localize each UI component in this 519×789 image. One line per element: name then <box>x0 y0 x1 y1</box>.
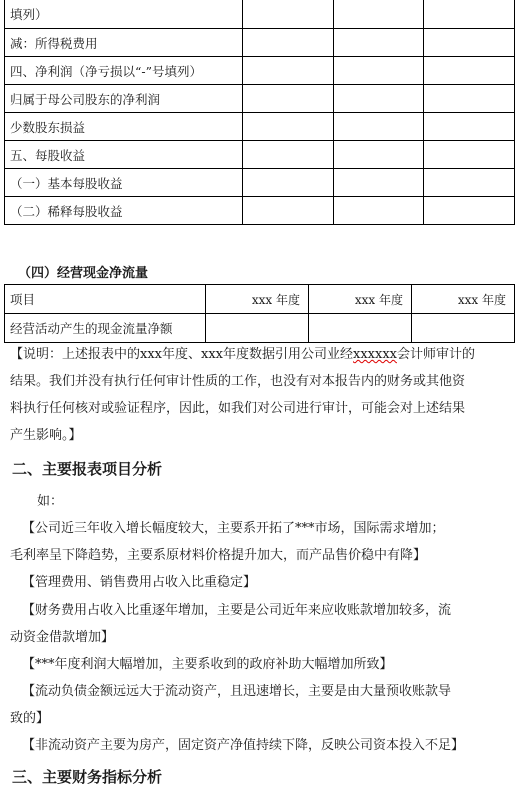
table-row <box>5 85 515 113</box>
table-row <box>5 141 515 169</box>
table-cell <box>243 197 334 225</box>
analysis-line: 【非流动资产主要为房产，固定资产净值持续下降，反映公司资本投入不足】 <box>22 738 465 753</box>
table-cell <box>424 197 515 225</box>
table-cell <box>333 141 424 169</box>
section-title-cash-flow: （四）经营现金净流量 <box>18 266 149 281</box>
table-row <box>5 314 515 343</box>
table-row <box>5 169 515 197</box>
table-cell <box>424 141 515 169</box>
table-row <box>5 197 515 225</box>
income-statement-table <box>4 0 515 225</box>
analysis-line: 【财务费用占收入比重逐年增加，主要是公司近年来应收账款增加较多，流 <box>22 603 452 618</box>
table-row <box>5 29 515 57</box>
table-cell <box>424 29 515 57</box>
example-label: 如： <box>37 494 64 509</box>
table-cell <box>333 0 424 29</box>
row-label: 归属于母公司股东的净利润 <box>5 85 243 113</box>
note-text: 会计师审计的 <box>397 347 476 362</box>
table-header-row <box>5 285 515 314</box>
table-cell <box>424 0 515 29</box>
row-label: 减：所得税费用 <box>5 29 243 57</box>
table-cell <box>333 197 424 225</box>
table-cell <box>333 57 424 85</box>
note-line: 产生影响。】 <box>10 428 82 443</box>
note-line <box>10 341 475 368</box>
table-cell <box>243 169 334 197</box>
table-cell <box>243 141 334 169</box>
row-label: 少数股东损益 <box>5 113 243 141</box>
section-heading-3: 三、主要财务指标分析 <box>12 768 163 786</box>
row-label: 五、每股收益 <box>5 141 243 169</box>
header-item: 项目 <box>5 285 206 314</box>
header-year: xxx 年度 <box>412 285 515 314</box>
row-label: 经营活动产生的现金流量净额 <box>5 314 206 343</box>
note-text-flagged: xxxxxx <box>353 347 397 362</box>
table-row <box>5 113 515 141</box>
table-cell <box>333 29 424 57</box>
table-cell <box>424 113 515 141</box>
table-cell <box>243 113 334 141</box>
header-year: xxx 年度 <box>309 285 412 314</box>
table-cell <box>424 169 515 197</box>
table-cell <box>243 85 334 113</box>
analysis-line: 【公司近三年收入增长幅度较大，主要系开拓了***市场，国际需求增加； <box>22 521 445 536</box>
table-cell <box>424 85 515 113</box>
table-cell <box>424 57 515 85</box>
table-cell <box>333 113 424 141</box>
table-cell <box>333 85 424 113</box>
row-label: （二）稀释每股收益 <box>5 197 243 225</box>
analysis-line: 【***年度利润大幅增加，主要系收到的政府补助大幅增加所致】 <box>22 657 393 672</box>
section-heading-2: 二、主要报表项目分析 <box>12 460 163 478</box>
table-cell <box>243 0 334 29</box>
analysis-line: 致的】 <box>10 711 50 726</box>
table-row <box>5 57 515 85</box>
analysis-line: 动资金借款增加】 <box>10 630 115 645</box>
analysis-line: 毛利率呈下降趋势，主要系原材料价格提升加大，而产品售价稳中有降】 <box>10 548 427 563</box>
table-cell <box>206 314 309 343</box>
table-cell <box>243 57 334 85</box>
analysis-line: 【流动负债金额远远大于流动资产，且迅速增长，主要是由大量预收账款导 <box>22 684 452 699</box>
note-line: 料执行任何核对或验证程序，因此，如我们对公司进行审计，可能会对上述结果 <box>10 401 466 416</box>
row-label: 填列） <box>5 0 243 29</box>
header-year: xxx 年度 <box>206 285 309 314</box>
table-cell <box>333 169 424 197</box>
row-label: （一）基本每股收益 <box>5 169 243 197</box>
table-row <box>5 0 515 29</box>
table-cell <box>309 314 412 343</box>
cash-flow-table <box>4 284 515 343</box>
note-line: 结果。我们并没有执行任何审计性质的工作，也没有对本报告内的财务或其他资 <box>10 374 466 389</box>
note-text: 【说明：上述报表中的xxx年度、xxx年度数据引用公司业经 <box>10 347 353 362</box>
analysis-line: 【管理费用、销售费用占收入比重稳定】 <box>22 575 257 590</box>
table-cell <box>243 29 334 57</box>
row-label: 四、净利润（净亏损以“-”号填列） <box>5 57 243 85</box>
table-cell <box>412 314 515 343</box>
